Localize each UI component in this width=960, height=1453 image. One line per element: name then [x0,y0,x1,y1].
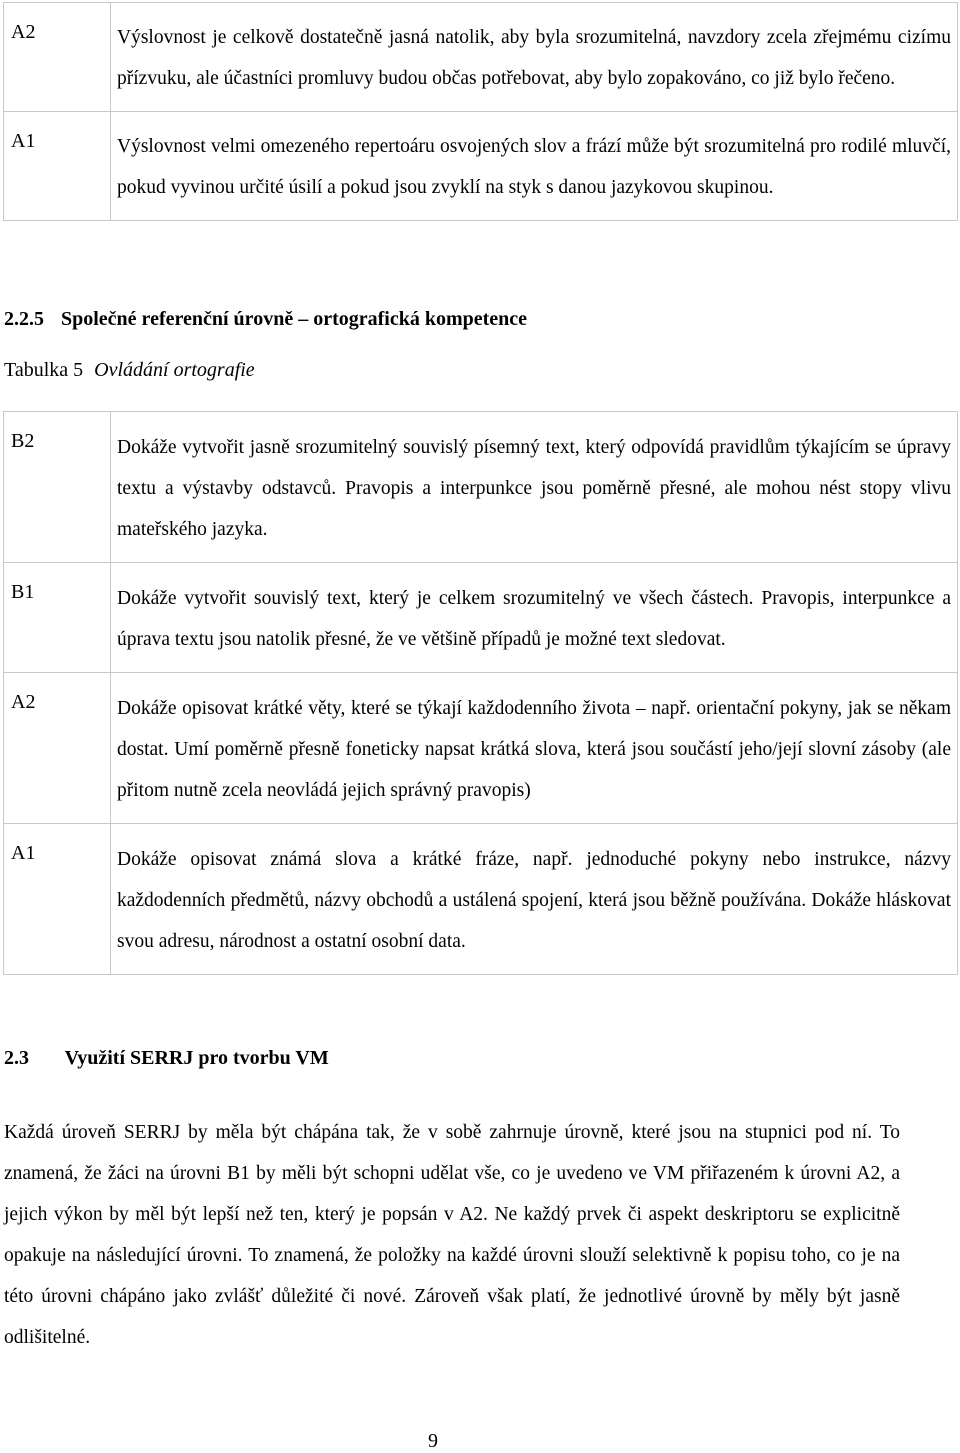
descriptor-cell: Dokáže opisovat známá slova a krátké fráze, např. jednoduché pokyny nebo instrukce, názvy každodenních předmětů, názvy obchodů a ustálená spojení, která jsou běžně používána. Dokáže hláskovat svou adresu, národnost a ostatní osobní data. [111,824,958,975]
section-heading [4,308,527,331]
orthography-level-table [3,411,958,975]
section-number: 2.2.5 [4,308,44,330]
table-row [4,112,958,221]
table-row [4,412,958,563]
descriptor-cell: Dokáže vytvořit jasně srozumitelný souvislý písemný text, který odpovídá pravidlům týkajícím se úpravy textu a výstavby odstavců. Pravopis a interpunkce jsou poměrně přesné, ale mohou nést stopy vlivu mateřského jazyka. [111,412,958,563]
table-row [4,824,958,975]
table-caption-title: Ovládání ortografie [94,359,255,381]
section-number: 2.3 [4,1047,29,1069]
section-heading [4,1047,329,1070]
table-row [4,3,958,112]
level-cell: B1 [4,563,111,673]
level-cell: A2 [4,673,111,824]
descriptor-cell: Výslovnost velmi omezeného repertoáru osvojených slov a frází může být srozumitelná pro rodilé mluvčí, pokud vyvinou určité úsilí a pokud jsou zvyklí na styk s danou jazykovou skupinou. [111,112,958,221]
descriptor-cell: Dokáže vytvořit souvislý text, který je celkem srozumitelný ve všech částech. Pravopis, interpunkce a úprava textu jsou natolik přesné, že ve většině případů je možné text sledovat. [111,563,958,673]
level-cell: B2 [4,412,111,563]
table-caption-label: Tabulka 5 [4,359,84,381]
pronunciation-level-table [3,2,958,221]
section-title: Společné referenční úrovně – ortografická kompetence [61,308,528,330]
section-title: Využití SERRJ pro tvorbu VM [64,1047,329,1069]
page-number: 9 [428,1430,438,1452]
descriptor-cell: Výslovnost je celkově dostatečně jasná natolik, aby byla srozumitelná, navzdory zcela zřejmému cizímu přízvuku, ale účastníci promluvy budou občas potřebovat, aby bylo zopakováno, co již bylo řečeno. [111,3,958,112]
level-cell: A1 [4,824,111,975]
level-cell: A1 [4,112,111,221]
descriptor-cell: Dokáže opisovat krátké věty, které se týkají každodenního života – např. orientační pokyny, jak se někam dostat. Umí poměrně přesně foneticky napsat krátká slova, která jsou součástí jeho/její slovní zásoby (ale přitom nutně zcela neovládá jejich správný pravopis) [111,673,958,824]
table-row [4,673,958,824]
table-row [4,563,958,673]
level-cell: A2 [4,3,111,112]
table-caption [4,359,255,382]
body-paragraph: Každá úroveň SERRJ by měla být chápána tak, že v sobě zahrnuje úrovně, které jsou na stupnici pod ní. To znamená, že žáci na úrovni B1 by měli být schopni udělat vše, co je uvedeno ve VM přiřazeném k úrovni A2, a jejich výkon by měl být lepší než ten, který je popsán v A2. Ne každý prvek či aspekt deskriptoru se explicitně opakuje na následující úrovni. To znamená, že položky na každé úrovni slouží selektivně k popisu toho, co je na této úrovni chápáno jako zvlášť důležité či nové. Zároveň však platí, že jednotlivé úrovně by měly být jasně odlišitelné. [4,1121,900,1348]
